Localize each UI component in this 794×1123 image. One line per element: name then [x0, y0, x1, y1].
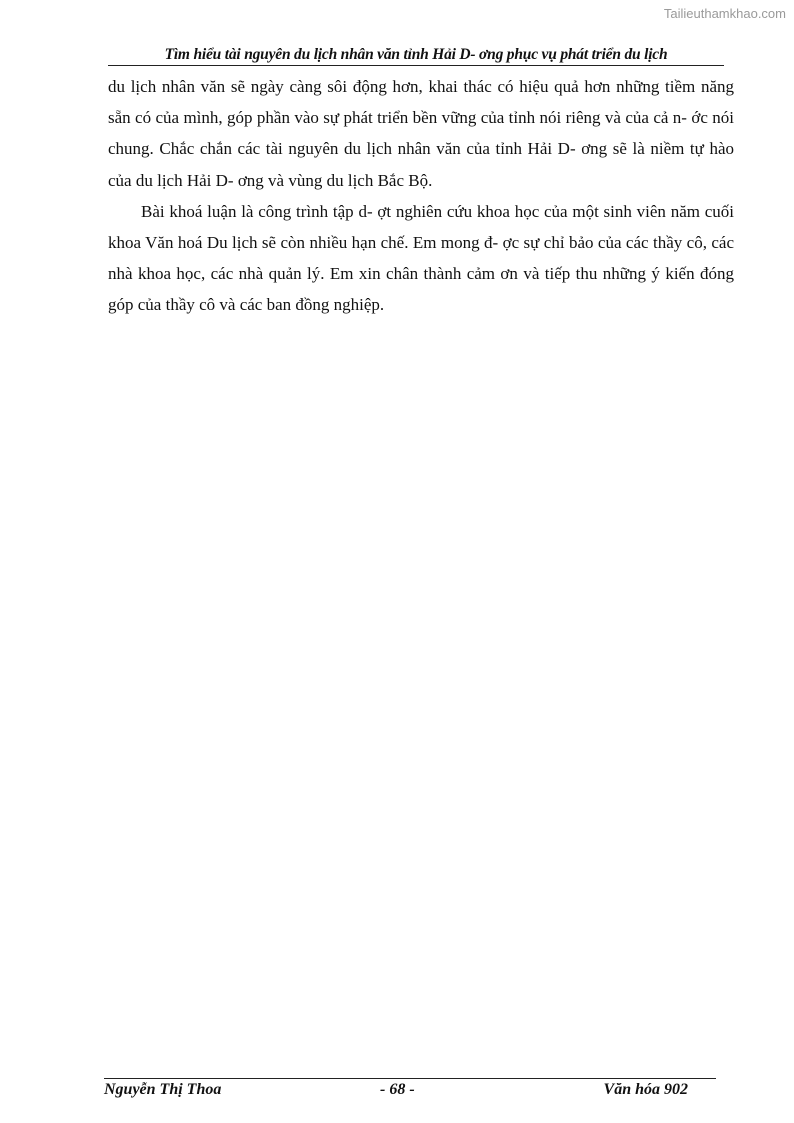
- watermark-text: Tailieuthamkhao.com: [663, 6, 786, 21]
- document-body: [108, 71, 734, 321]
- header-title: Tìm hiểu tài nguyên du lịch nhân văn tỉnh Hải D- ơng phục vụ phát triển du lịch: [164, 46, 668, 63]
- footer-class: Văn hóa 902: [603, 1081, 688, 1098]
- page-header: [108, 46, 724, 66]
- paragraph-closing: Bài khoá luận là công trình tập d- ợt nghiên cứu khoa học của một sinh viên năm cuối khoa Văn hoá Du lịch sẽ còn nhiều hạn chế. Em mong đ- ợc sự chỉ bảo của các thầy cô, các nhà khoa học, các nhà quản lý. Em xin chân thành cảm ơn và tiếp thu những ý kiến đóng góp của thầy cô và các ban đồng nghiệp.: [108, 201, 734, 315]
- footer-author: Nguyễn Thị Thoa: [104, 1081, 222, 1098]
- page-number: - 68 -: [380, 1081, 415, 1098]
- page-footer: [104, 1078, 716, 1105]
- paragraph-continuation: du lịch nhân văn sẽ ngày càng sôi động hơn, khai thác có hiệu quả hơn những tiềm năng sẵn có của mình, góp phần vào sự phát triển bền vững của tỉnh nói riêng và của cả n- ớc nói chung. Chắc chắn các tài nguyên du lịch nhân văn của tỉnh Hải D- ơng sẽ là niềm tự hào của du lịch Hải D- ơng và vùng du lịch Bắc Bộ.: [108, 77, 734, 190]
